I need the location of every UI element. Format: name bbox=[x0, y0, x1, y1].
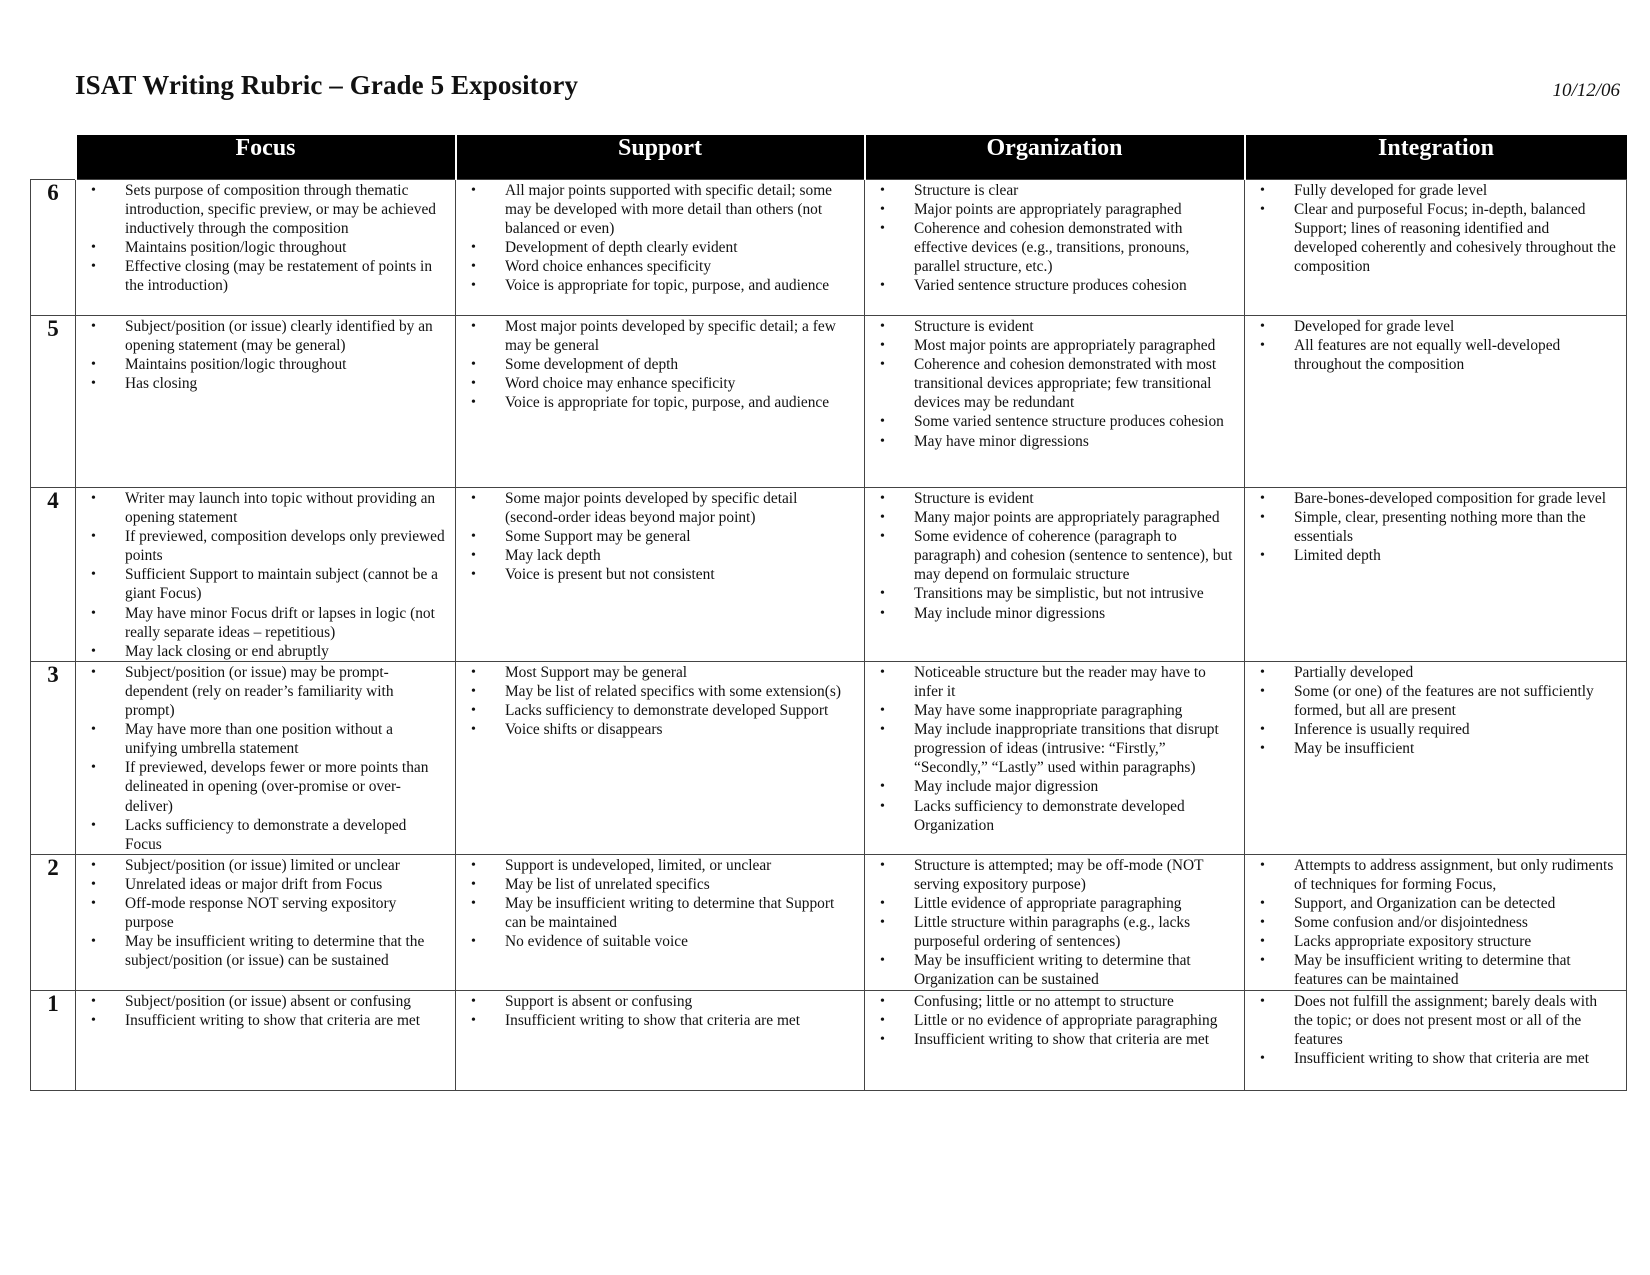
integration-cell bbox=[1245, 661, 1627, 854]
integration-cell bbox=[1245, 990, 1627, 1090]
criterion-item: • Limited depth bbox=[1245, 546, 1616, 565]
criterion-item: • Inference is usually required bbox=[1245, 720, 1616, 739]
organization-cell bbox=[865, 990, 1245, 1090]
criterion-item: • Fully developed for grade level bbox=[1245, 181, 1616, 200]
criterion-item: • Some confusion and/or disjointedness bbox=[1245, 913, 1616, 932]
criterion-item: • Partially developed bbox=[1245, 663, 1616, 682]
criterion-item: • Major points are appropriately paragraphed bbox=[865, 200, 1234, 219]
focus-criteria-list bbox=[76, 662, 455, 854]
criterion-item: • May lack depth bbox=[456, 546, 854, 565]
organization-criteria-list bbox=[865, 180, 1244, 296]
focus-cell bbox=[76, 990, 456, 1090]
criterion-item: • May include minor digressions bbox=[865, 604, 1234, 623]
criterion-item: • Does not fulfill the assignment; barely deals with the topic; or does not present most or all of the features bbox=[1245, 992, 1616, 1049]
criterion-item: • Simple, clear, presenting nothing more than the essentials bbox=[1245, 508, 1616, 546]
criterion-item: • Structure is clear bbox=[865, 181, 1234, 200]
criterion-item: • Insufficient writing to show that criteria are met bbox=[865, 1030, 1234, 1049]
criterion-item: • May have minor digressions bbox=[865, 432, 1234, 451]
focus-criteria-list bbox=[76, 488, 455, 661]
criterion-item: • Structure is attempted; may be off-mode (NOT serving expository purpose) bbox=[865, 856, 1234, 894]
focus-criteria-list bbox=[76, 180, 455, 296]
criterion-item: • Subject/position (or issue) clearly identified by an opening statement (may be general) bbox=[76, 317, 445, 355]
criterion-item: • Development of depth clearly evident bbox=[456, 238, 854, 257]
integration-cell bbox=[1245, 180, 1627, 316]
criterion-item: • Structure is evident bbox=[865, 317, 1234, 336]
criterion-item: • All major points supported with specific detail; some may be developed with more detail than others (not balanced or even) bbox=[456, 181, 854, 238]
criterion-item: • Insufficient writing to show that criteria are met bbox=[1245, 1049, 1616, 1068]
score-label: 4 bbox=[31, 488, 76, 662]
support-cell bbox=[456, 661, 865, 854]
organization-criteria-list bbox=[865, 488, 1244, 623]
criterion-item: • Clear and purposeful Focus; in-depth, balanced Support; lines of reasoning identified and developed coherently and cohesively throughout the composition bbox=[1245, 200, 1616, 276]
criterion-item: • Some Support may be general bbox=[456, 527, 854, 546]
organization-cell bbox=[865, 180, 1245, 316]
criterion-item: • Some (or one) of the features are not sufficiently formed, but all are present bbox=[1245, 682, 1616, 720]
focus-criteria-list bbox=[76, 855, 455, 971]
column-header-support: Support bbox=[456, 135, 865, 180]
support-cell bbox=[456, 990, 865, 1090]
integration-cell bbox=[1245, 854, 1627, 990]
organization-cell bbox=[865, 316, 1245, 488]
criterion-item: • Coherence and cohesion demonstrated with most transitional devices appropriate; few transitional devices may be redundant bbox=[865, 355, 1234, 412]
organization-cell bbox=[865, 661, 1245, 854]
organization-criteria-list bbox=[865, 991, 1244, 1049]
header-corner bbox=[31, 135, 76, 180]
support-cell bbox=[456, 854, 865, 990]
score-label: 1 bbox=[31, 990, 76, 1090]
criterion-item: • Some evidence of coherence (paragraph to paragraph) and cohesion (sentence to sentence), but may depend on formulaic structure bbox=[865, 527, 1234, 584]
criterion-item: • Some development of depth bbox=[456, 355, 854, 374]
criterion-item: • Noticeable structure but the reader may have to infer it bbox=[865, 663, 1234, 701]
support-cell bbox=[456, 180, 865, 316]
criterion-item: • Some varied sentence structure produces cohesion bbox=[865, 412, 1234, 431]
criterion-item: • Varied sentence structure produces cohesion bbox=[865, 276, 1234, 295]
criterion-item: • Transitions may be simplistic, but not intrusive bbox=[865, 584, 1234, 603]
criterion-item: • May have some inappropriate paragraphing bbox=[865, 701, 1234, 720]
score-label: 2 bbox=[31, 854, 76, 990]
column-header-organization: Organization bbox=[865, 135, 1245, 180]
criterion-item: • Bare-bones-developed composition for grade level bbox=[1245, 489, 1616, 508]
criterion-item: • Most Support may be general bbox=[456, 663, 854, 682]
integration-criteria-list bbox=[1245, 488, 1626, 565]
criterion-item: • Lacks appropriate expository structure bbox=[1245, 932, 1616, 951]
criterion-item: • Writer may launch into topic without providing an opening statement bbox=[76, 489, 445, 527]
criterion-item: • Subject/position (or issue) limited or unclear bbox=[76, 856, 445, 875]
rubric-row-score-1 bbox=[31, 990, 1627, 1090]
criterion-item: • Lacks sufficiency to demonstrate a developed Focus bbox=[76, 816, 445, 854]
criterion-item: • Unrelated ideas or major drift from Focus bbox=[76, 875, 445, 894]
criterion-item: • Support is undeveloped, limited, or unclear bbox=[456, 856, 854, 875]
document-date: 10/12/06 bbox=[1552, 80, 1620, 101]
organization-criteria-list bbox=[865, 316, 1244, 451]
integration-criteria-list bbox=[1245, 316, 1626, 374]
support-criteria-list bbox=[456, 488, 864, 584]
criterion-item: • Subject/position (or issue) may be prompt-dependent (rely on reader’s familiarity with prompt) bbox=[76, 663, 445, 720]
support-cell bbox=[456, 488, 865, 662]
rubric-row-score-3 bbox=[31, 661, 1627, 854]
column-header-integration: Integration bbox=[1245, 135, 1627, 180]
organization-cell bbox=[865, 854, 1245, 990]
criterion-item: • Most major points are appropriately paragraphed bbox=[865, 336, 1234, 355]
criterion-item: • Support is absent or confusing bbox=[456, 992, 854, 1011]
integration-cell bbox=[1245, 316, 1627, 488]
criterion-item: • Insufficient writing to show that criteria are met bbox=[456, 1011, 854, 1030]
criterion-item: • Many major points are appropriately paragraphed bbox=[865, 508, 1234, 527]
criterion-item: • Structure is evident bbox=[865, 489, 1234, 508]
rubric-row-score-5 bbox=[31, 316, 1627, 488]
rubric-row-score-2 bbox=[31, 854, 1627, 990]
integration-cell bbox=[1245, 488, 1627, 662]
rubric-row-score-6 bbox=[31, 180, 1627, 316]
focus-cell bbox=[76, 488, 456, 662]
criterion-item: • Support, and Organization can be detected bbox=[1245, 894, 1616, 913]
criterion-item: • Lacks sufficiency to demonstrate developed Organization bbox=[865, 797, 1234, 835]
focus-cell bbox=[76, 854, 456, 990]
criterion-item: • If previewed, composition develops only previewed points bbox=[76, 527, 445, 565]
criterion-item: • May include inappropriate transitions that disrupt progression of ideas (intrusive: “Firstly,” “Secondly,” “Lastly” used within paragraphs) bbox=[865, 720, 1234, 777]
support-criteria-list bbox=[456, 316, 864, 412]
criterion-item: • May be list of unrelated specifics bbox=[456, 875, 854, 894]
focus-criteria-list bbox=[76, 991, 455, 1030]
criterion-item: • Voice is appropriate for topic, purpose, and audience bbox=[456, 276, 854, 295]
criterion-item: • No evidence of suitable voice bbox=[456, 932, 854, 951]
support-cell bbox=[456, 316, 865, 488]
criterion-item: • Some major points developed by specific detail (second-order ideas beyond major point) bbox=[456, 489, 854, 527]
focus-criteria-list bbox=[76, 316, 455, 393]
criterion-item: • Word choice may enhance specificity bbox=[456, 374, 854, 393]
support-criteria-list bbox=[456, 662, 864, 739]
integration-criteria-list bbox=[1245, 180, 1626, 276]
score-label: 6 bbox=[31, 180, 76, 316]
criterion-item: • May have more than one position without a unifying umbrella statement bbox=[76, 720, 445, 758]
focus-cell bbox=[76, 180, 456, 316]
criterion-item: • Has closing bbox=[76, 374, 445, 393]
criterion-item: • May be insufficient writing to determine that Organization can be sustained bbox=[865, 951, 1234, 989]
criterion-item: • Attempts to address assignment, but only rudiments of techniques for forming Focus, bbox=[1245, 856, 1616, 894]
criterion-item: • Voice is appropriate for topic, purpose, and audience bbox=[456, 393, 854, 412]
criterion-item: • Little structure within paragraphs (e.g., lacks purposeful ordering of sentences) bbox=[865, 913, 1234, 951]
criterion-item: • May lack closing or end abruptly bbox=[76, 642, 445, 661]
criterion-item: • Voice is present but not consistent bbox=[456, 565, 854, 584]
criterion-item: • May be insufficient bbox=[1245, 739, 1616, 758]
criterion-item: • Voice shifts or disappears bbox=[456, 720, 854, 739]
criterion-item: • If previewed, develops fewer or more points than delineated in opening (over-promise or over-deliver) bbox=[76, 758, 445, 815]
rubric-table bbox=[30, 135, 1627, 1091]
criterion-item: • Developed for grade level bbox=[1245, 317, 1616, 336]
focus-cell bbox=[76, 661, 456, 854]
support-criteria-list bbox=[456, 855, 864, 951]
column-header-focus: Focus bbox=[76, 135, 456, 180]
criterion-item: • Lacks sufficiency to demonstrate developed Support bbox=[456, 701, 854, 720]
criterion-item: • Off-mode response NOT serving expository purpose bbox=[76, 894, 445, 932]
organization-criteria-list bbox=[865, 855, 1244, 990]
organization-cell bbox=[865, 488, 1245, 662]
support-criteria-list bbox=[456, 180, 864, 296]
criterion-item: • Insufficient writing to show that criteria are met bbox=[76, 1011, 445, 1030]
criterion-item: • May be insufficient writing to determine that Support can be maintained bbox=[456, 894, 854, 932]
criterion-item: • Little evidence of appropriate paragraphing bbox=[865, 894, 1234, 913]
score-label: 5 bbox=[31, 316, 76, 488]
focus-cell bbox=[76, 316, 456, 488]
criterion-item: • Subject/position (or issue) absent or confusing bbox=[76, 992, 445, 1011]
criterion-item: • All features are not equally well-developed throughout the composition bbox=[1245, 336, 1616, 374]
criterion-item: • Word choice enhances specificity bbox=[456, 257, 854, 276]
criterion-item: • Sets purpose of composition through thematic introduction, specific preview, or may be achieved inductively through the composition bbox=[76, 181, 445, 238]
score-label: 3 bbox=[31, 661, 76, 854]
criterion-item: • Maintains position/logic throughout bbox=[76, 238, 445, 257]
support-criteria-list bbox=[456, 991, 864, 1030]
rubric-row-score-4 bbox=[31, 488, 1627, 662]
criterion-item: • Maintains position/logic throughout bbox=[76, 355, 445, 374]
page-title: ISAT Writing Rubric – Grade 5 Expository bbox=[75, 70, 579, 100]
integration-criteria-list bbox=[1245, 855, 1626, 990]
criterion-item: • May be insufficient writing to determine that features can be maintained bbox=[1245, 951, 1616, 989]
integration-criteria-list bbox=[1245, 662, 1626, 758]
criterion-item: • Little or no evidence of appropriate paragraphing bbox=[865, 1011, 1234, 1030]
criterion-item: • May include major digression bbox=[865, 777, 1234, 796]
criterion-item: • Sufficient Support to maintain subject (cannot be a giant Focus) bbox=[76, 565, 445, 603]
criterion-item: • May be list of related specifics with some extension(s) bbox=[456, 682, 854, 701]
criterion-item: • May have minor Focus drift or lapses in logic (not really separate ideas – repetitious) bbox=[76, 604, 445, 642]
integration-criteria-list bbox=[1245, 991, 1626, 1068]
criterion-item: • May be insufficient writing to determine that the subject/position (or issue) can be sustained bbox=[76, 932, 445, 970]
criterion-item: • Most major points developed by specific detail; a few may be general bbox=[456, 317, 854, 355]
criterion-item: • Effective closing (may be restatement of points in the introduction) bbox=[76, 257, 445, 295]
criterion-item: • Coherence and cohesion demonstrated with effective devices (e.g., transitions, pronouns, parallel structure, etc.) bbox=[865, 219, 1234, 276]
organization-criteria-list bbox=[865, 662, 1244, 835]
criterion-item: • Confusing; little or no attempt to structure bbox=[865, 992, 1234, 1011]
